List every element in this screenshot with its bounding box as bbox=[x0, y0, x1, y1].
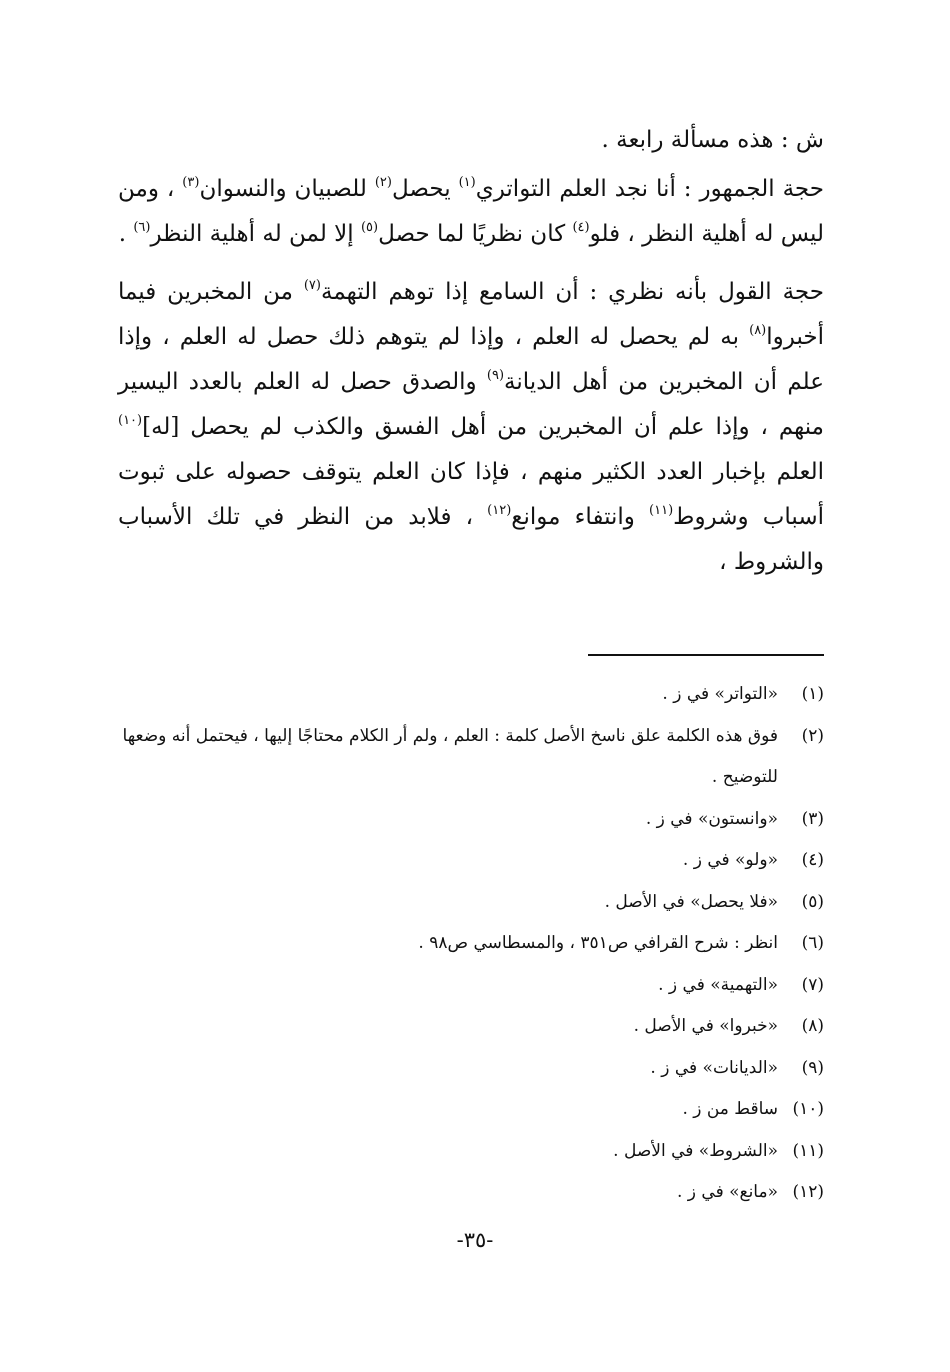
footnote-item bbox=[118, 799, 824, 841]
text-run: وانتفاء موانع bbox=[511, 504, 650, 530]
footnote-text: «ولو» في ز . bbox=[682, 850, 778, 870]
footnote-item bbox=[118, 1172, 824, 1214]
footnote-number: (٩) bbox=[801, 1057, 824, 1078]
page-number: -٣٥- bbox=[456, 1228, 494, 1252]
footnote-number: (٧) bbox=[801, 974, 824, 995]
page-content bbox=[118, 118, 825, 1202]
text-run: حجة القول بأنه نظري : أن السامع إذا توهم التهمة bbox=[320, 279, 824, 305]
footnote-number: (٣) bbox=[801, 808, 824, 829]
footnote-ref: (٣) bbox=[182, 175, 200, 190]
footnote-item bbox=[118, 1048, 824, 1090]
footnote-ref: (٨) bbox=[749, 323, 767, 338]
footnote-text: «الديانات» في ز . bbox=[650, 1057, 778, 1078]
footnote-ref: (١٠) bbox=[118, 413, 143, 428]
footnote-number: (١٢) bbox=[792, 1182, 824, 1202]
text-run: من المخبرين فيما أخبروا bbox=[118, 279, 824, 350]
paragraph-jumhur bbox=[118, 167, 824, 257]
text-run: ، ومن ليس له أهلية النظر ، فلو bbox=[118, 176, 824, 247]
footnote-ref: (١١) bbox=[649, 503, 674, 518]
footnote-ref: (١) bbox=[458, 175, 476, 190]
footnote-item bbox=[118, 923, 824, 965]
footnote-number: (٢) bbox=[801, 725, 824, 746]
text-run: العلم بإخبار العدد الكثير منهم ، فإذا كان العلم يتوقف حصوله على ثبوت أسباب وشروط bbox=[118, 459, 825, 530]
footnote-item bbox=[118, 840, 824, 882]
text-run: كان نظريًا لما حصل bbox=[378, 221, 573, 247]
footnote-text: «وانستون» في ز . bbox=[645, 808, 778, 829]
footnote-ref: (٤) bbox=[572, 220, 590, 235]
text-run: . bbox=[118, 221, 134, 247]
footnote-ref: (٧) bbox=[303, 278, 321, 293]
footnote-text: «التهمية» في ز . bbox=[658, 974, 778, 995]
footnote-text: فوق هذه الكلمة علق ناسخ الأصل كلمة : العلم ، ولم أر الكلام محتاجًا إليها ، فيحتمل أنه وضعها للتوضيح . bbox=[122, 725, 778, 787]
footnote-ref: (٩) bbox=[486, 368, 505, 383]
footnote-item bbox=[118, 965, 824, 1007]
paragraph-nazari bbox=[118, 270, 824, 585]
text-run: والصدق حصل له العلم بالعدد اليسير منهم ، وإذا علم أن المخبرين من أهل الفسق والكذب لم يحصل [له] bbox=[118, 369, 824, 440]
footnote-text: «التواتر» في ز . bbox=[662, 684, 778, 704]
footnote-number: (٨) bbox=[801, 1016, 824, 1036]
footnote-item bbox=[118, 1089, 824, 1131]
footnote-ref: (٥) bbox=[360, 220, 379, 235]
footnote-text: «الشروط» في الأصل . bbox=[613, 1140, 778, 1161]
footnote-number: (١٠) bbox=[792, 1099, 824, 1119]
footnote-text: ساقط من ز . bbox=[682, 1099, 778, 1119]
main-text bbox=[118, 118, 824, 585]
footnote-item bbox=[118, 716, 824, 799]
footnotes-list bbox=[118, 674, 824, 1214]
text-run: حجة الجمهور : أنا نجد العلم التواتري bbox=[475, 176, 824, 202]
text-run: به لم يحصل له العلم ، وإذا لم يتوهم ذلك حصل له العلم ، وإذا علم أن المخبرين من أهل الديانة bbox=[118, 324, 824, 395]
footnote-number: (١) bbox=[801, 684, 824, 704]
footnote-text: «خبروا» في الأصل . bbox=[633, 1016, 778, 1036]
text-run: للصبيان والنسوان bbox=[199, 176, 375, 202]
footnote-ref: (٦) bbox=[133, 220, 151, 235]
footnote-text: «مانع» في ز . bbox=[677, 1182, 778, 1202]
footnote-number: (٦) bbox=[801, 933, 824, 953]
footnote-number: (١١) bbox=[792, 1140, 824, 1161]
text-run: يحصل bbox=[391, 176, 459, 202]
footnote-item bbox=[118, 882, 824, 924]
footnote-item bbox=[118, 674, 824, 716]
footnote-number: (٤) bbox=[801, 850, 824, 870]
footnote-separator bbox=[588, 654, 824, 656]
heading-line: ش : هذه مسألة رابعة . bbox=[601, 127, 824, 153]
footnote-item bbox=[118, 1006, 824, 1048]
footnote-text: «فلا يحصل» في الأصل . bbox=[604, 891, 778, 912]
footnote-ref: (٢) bbox=[374, 175, 392, 190]
footnote-text: انظر : شرح القرافي ص٣٥١ ، والمسطاسي ص٩٨ . bbox=[418, 933, 778, 953]
text-run: إلا لمن له أهلية النظر bbox=[150, 221, 361, 247]
footnote-number: (٥) bbox=[801, 891, 824, 912]
text-run: ، فلابد من النظر في تلك الأسباب والشروط ، bbox=[118, 504, 824, 575]
footnote-item bbox=[118, 1131, 824, 1173]
footnote-ref: (١٢) bbox=[487, 503, 512, 518]
